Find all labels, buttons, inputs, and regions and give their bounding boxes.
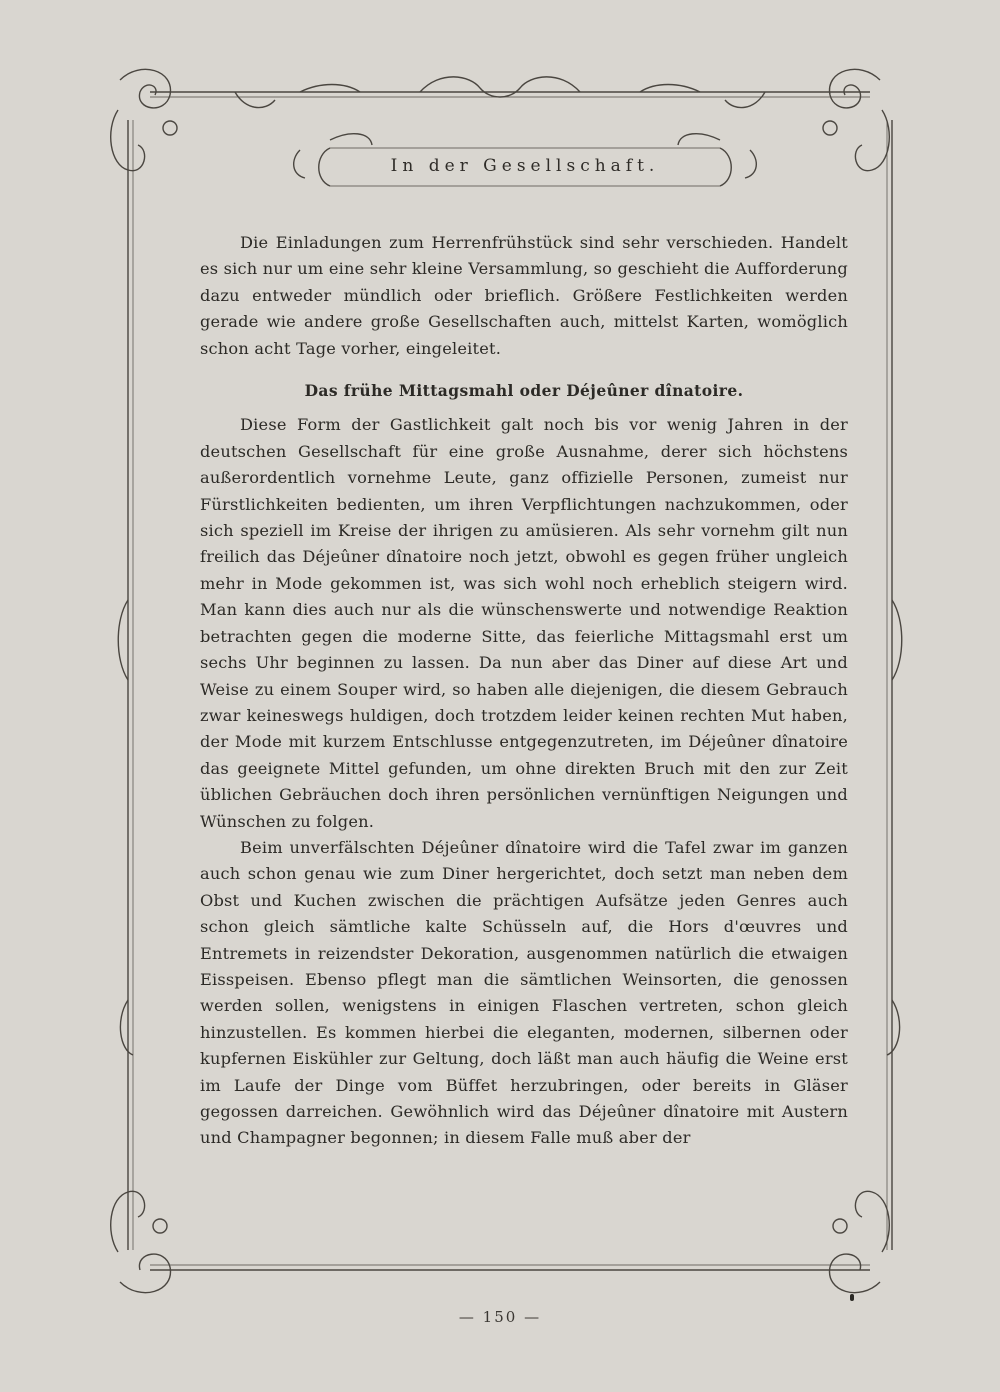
paragraph-2: Diese Form der Gastlichkeit galt noch bis vor wenig Jahren in der deutschen Gesellschaft für eine große Ausnahme, derer sich höchstens außerordentlich vornehme Leute, ganz offizielle Personen, zumeist nur Fürstlichkeiten bedienten, um ihren Verpflichtungen nachzukommen, oder sich speziell im Kreise der ihrigen zu amüsieren. Als sehr vornehm gilt nun freilich das Déjeûner dînatoire noch jetzt, obwohl es gegen früher ungleich mehr in Mode gekommen ist, was sich wohl noch erheblich steigern wird. Man kann dies auch nur als die wünschenswerte und notwendige Reaktion betrachten gegen die moderne Sitte, das feierliche Mittagsmahl erst um sechs Uhr beginnen zu lassen. Da nun aber das Diner auf diese Art und Weise zu einem Souper wird, so haben alle diejenigen, die diesem Gebrauch zwar keineswegs huldigen, doch trotzdem leider keinen rechten Mut haben, der Mode mit kurzem Entschlusse entgegenzutreten, im Déjeûner dînatoire das geeignete Mittel gefunden, um ohne direkten Bruch mit den zur Zeit üblichen Gebräuchen doch ihren persönlichen vernünftigen Neigungen und Wünschen zu folgen. [200,415,848,831]
page-number: — 150 — [458,1308,542,1326]
ink-speck [850,1294,854,1301]
paragraph-1: Die Einladungen zum Herrenfrühstück sind sehr verschieden. Handelt es sich nur um eine sehr kleine Versammlung, so geschieht die Aufforderung dazu entweder mündlich oder brieflich. Größere Festlichkeiten werden gerade wie andere große Gesellschaften auch, mittelst Karten, womöglich schon acht Tage vorher, eingeleitet. [200,233,848,358]
body-text [200,230,848,1152]
paragraph-3: Beim unverfälschten Déjeûner dînatoire wird die Tafel zwar im ganzen auch schon genau wie zum Diner hergerichtet, doch setzt man neben dem Obst und Kuchen zwischen die prächtigen Aufsätze jeden Genres auch schon gleich sämtliche kalte Schüsseln auf, die Hors d'œuvres und Entremets in reizendster Dekoration, ausgenommen natürlich die etwaigen Eisspeisen. Ebenso pflegt man die sämtlichen Weinsorten, die genossen werden sollen, wenigstens in einigen Flaschen vertreten, schon gleich hinzustellen. Es kommen hierbei die eleganten, modernen, silbernen oder kupfernen Eiskühler zur Geltung, doch läßt man auch häufig die Weine erst im Laufe der Dinge vom Büffet herzubringen, oder bereits in Gläser gegossen darreichen. Gewöhnlich wird das Déjeûner dînatoire mit Austern und Champagner begonnen; in diesem Falle muß aber der [200,837,848,1148]
running-header: In der Gesellschaft. [390,156,660,176]
section-heading: Das frühe Mittagsmahl oder Déjeûner dînatoire. [304,381,744,401]
